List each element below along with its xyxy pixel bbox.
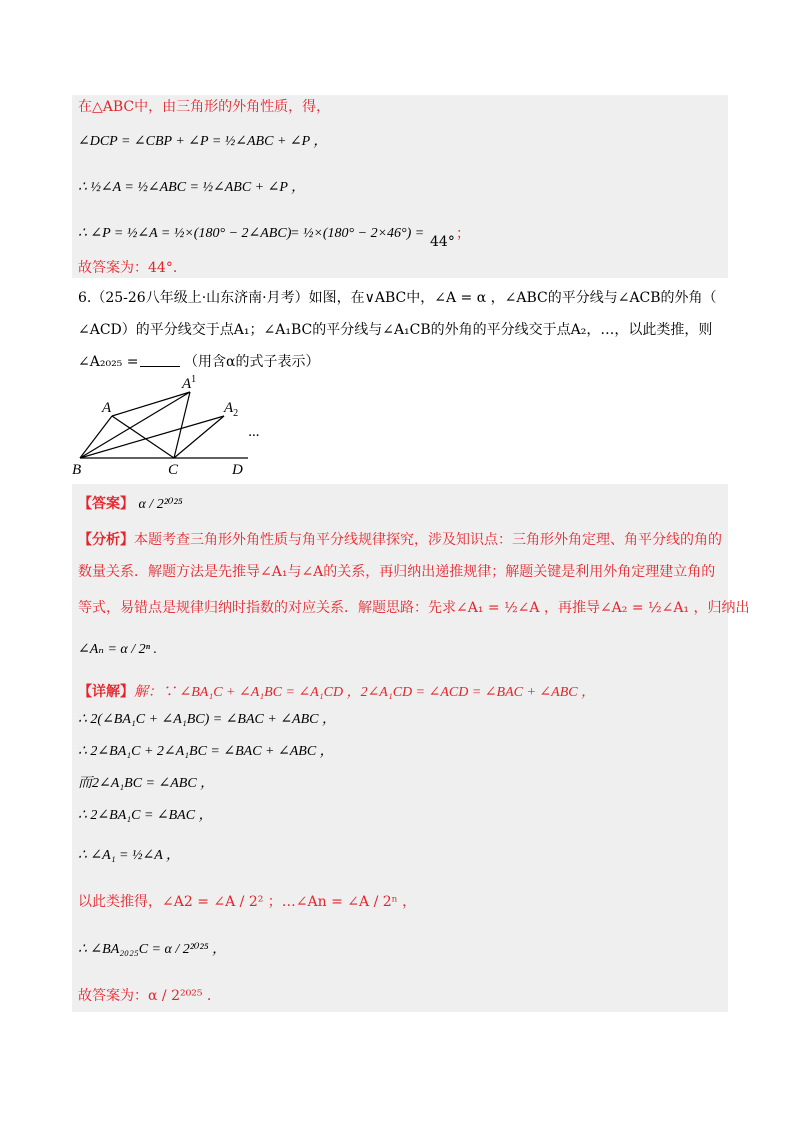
detail-tag: 【详解】: [78, 684, 134, 700]
detail-line-8: ∴ ∠BA₂₀₂₅C = α / 2²⁰²⁵ ，: [78, 942, 227, 957]
detail-line-3: ∴ 2∠BA₁C + 2∠A₁BC = ∠BAC + ∠ABC ，: [78, 744, 334, 759]
line-ba2: [80, 416, 224, 458]
label-b: B: [72, 462, 82, 477]
analysis-tag: 【分析】: [78, 532, 134, 548]
detail-line-6: ∴ ∠A₁ = ½∠A ，: [78, 848, 181, 863]
question-line-3a: ∠A₂₀₂₅ =: [78, 354, 139, 370]
geometry-figure: [72, 372, 272, 477]
label-a2: $A_2$: [224, 400, 239, 419]
answer-tag: 【答案】: [78, 496, 134, 512]
analysis-line-1: 【分析】本题考查三角形外角性质与角平分线规律探究，涉及知识点：三角形外角定理、角平分线的角的: [78, 532, 722, 548]
p1-line-1: 在△ABC中，由三角形的外角性质，得，: [78, 99, 331, 115]
detail-line-1: 【详解】解：∵ ∠BA₁C + ∠A₁BC = ∠A₁CD ，2∠A₁CD = ∠ACD = ∠BAC + ∠ABC ，: [78, 684, 596, 700]
answer-line: [78, 494, 183, 515]
answer-blank: [140, 352, 180, 367]
detail-line-7: 以此类推得，∠A2 = ∠A / 2² ；…∠An = ∠A / 2ⁿ ，: [78, 894, 417, 910]
answer-value: α / 2²⁰²⁵: [138, 497, 183, 512]
analysis-line-3: 等式，易错点是规律归纳时指数的对应关系．解题思路：先求∠A₁ = ½∠A ，再推导∠A₂ = ½∠A₁ ，归纳出: [78, 600, 750, 616]
p1-line-2: ∠DCP = ∠CBP + ∠P = ½∠ABC + ∠P ，: [78, 134, 328, 149]
p1-line-4b: = ½×(180° − 2×46°) =: [290, 226, 425, 241]
line-ca2: [174, 416, 224, 458]
detail-line-9: 故答案为：α / 2²⁰²⁵ .: [78, 988, 212, 1004]
line-ba: [80, 416, 112, 458]
detail-line-4: 而2∠A₁BC = ∠ABC ，: [78, 776, 215, 791]
question-line-1: 6.（25-26八年级上·山东济南·月考）如图，在∨ABC中，∠A = α ，∠ABC的平分线与∠ACB的外角（: [78, 290, 717, 306]
analysis-line-4: ∠Aₙ = α / 2ⁿ .: [78, 642, 158, 657]
label-c: C: [168, 462, 179, 477]
p1-line-4d: ；: [456, 226, 470, 242]
p1-line-3: ∴ ½∠A = ½∠ABC = ½∠ABC + ∠P ，: [78, 180, 306, 195]
line-ba1: [80, 392, 190, 458]
label-a1: $A^1$: [182, 374, 197, 392]
question-line-2: ∠ACD）的平分线交于点A₁；∠A₁BC的平分线与∠A₁CB的外角的平分线交于点A₂，…，以此类推，则: [78, 322, 713, 338]
p1-line-4c: 44°: [430, 234, 455, 250]
label-d: D: [232, 462, 243, 477]
question-line-3b: （用含α的式子表示）: [184, 354, 320, 370]
label-ellipsis: ···: [248, 428, 260, 444]
detail-line-2: ∴ 2(∠BA₁C + ∠A₁BC) = ∠BAC + ∠ABC ，: [78, 712, 336, 727]
line-ac: [112, 416, 174, 458]
line-aa1: [112, 392, 190, 416]
p1-line-4a: ∴ ∠P = ½∠A = ½×(180° − 2∠ABC): [78, 226, 292, 241]
line-a1c: [174, 392, 190, 458]
p1-line-5: 故答案为：44°.: [78, 260, 178, 276]
detail-line-5: ∴ 2∠BA₁C = ∠BAC ，: [78, 808, 213, 823]
analysis-line-2: 数量关系．解题方法是先推导∠A₁与∠A的关系，再归纳出递推规律；解题关键是利用外角定理建立角的: [78, 564, 716, 580]
label-a: A: [102, 400, 112, 416]
